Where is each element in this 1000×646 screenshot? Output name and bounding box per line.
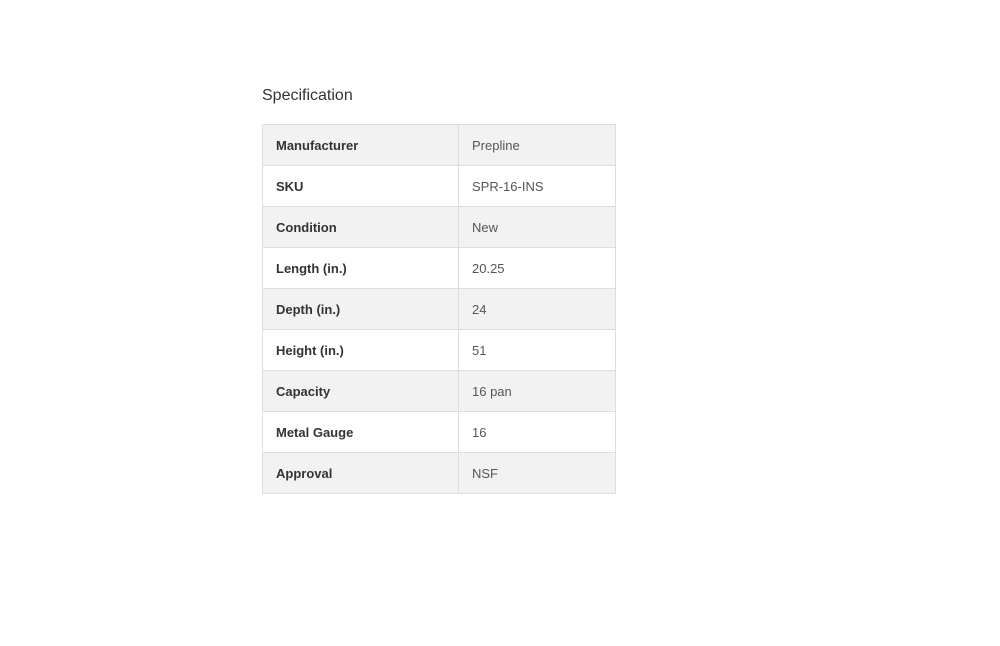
table-row	[263, 412, 616, 453]
table-row	[263, 248, 616, 289]
spec-value-metal-gauge: 16	[459, 412, 616, 453]
spec-value-height: 51	[459, 330, 616, 371]
spec-value-condition: New	[459, 207, 616, 248]
spec-value-manufacturer: Prepline	[459, 125, 616, 166]
spec-value-sku: SPR-16-INS	[459, 166, 616, 207]
table-row	[263, 125, 616, 166]
spec-value-depth: 24	[459, 289, 616, 330]
spec-value-capacity: 16 pan	[459, 371, 616, 412]
table-row	[263, 207, 616, 248]
table-row	[263, 166, 616, 207]
spec-label-sku: SKU	[263, 166, 459, 207]
specification-section	[262, 84, 616, 494]
spec-label-metal-gauge: Metal Gauge	[263, 412, 459, 453]
table-row	[263, 289, 616, 330]
table-row	[263, 371, 616, 412]
spec-label-depth: Depth (in.)	[263, 289, 459, 330]
spec-value-length: 20.25	[459, 248, 616, 289]
section-title: Specification	[262, 87, 353, 104]
table-row	[263, 330, 616, 371]
specification-table	[262, 124, 616, 494]
spec-label-manufacturer: Manufacturer	[263, 125, 459, 166]
spec-label-capacity: Capacity	[263, 371, 459, 412]
spec-label-condition: Condition	[263, 207, 459, 248]
spec-label-length: Length (in.)	[263, 248, 459, 289]
table-row	[263, 453, 616, 494]
spec-label-approval: Approval	[263, 453, 459, 494]
spec-value-approval: NSF	[459, 453, 616, 494]
spec-label-height: Height (in.)	[263, 330, 459, 371]
